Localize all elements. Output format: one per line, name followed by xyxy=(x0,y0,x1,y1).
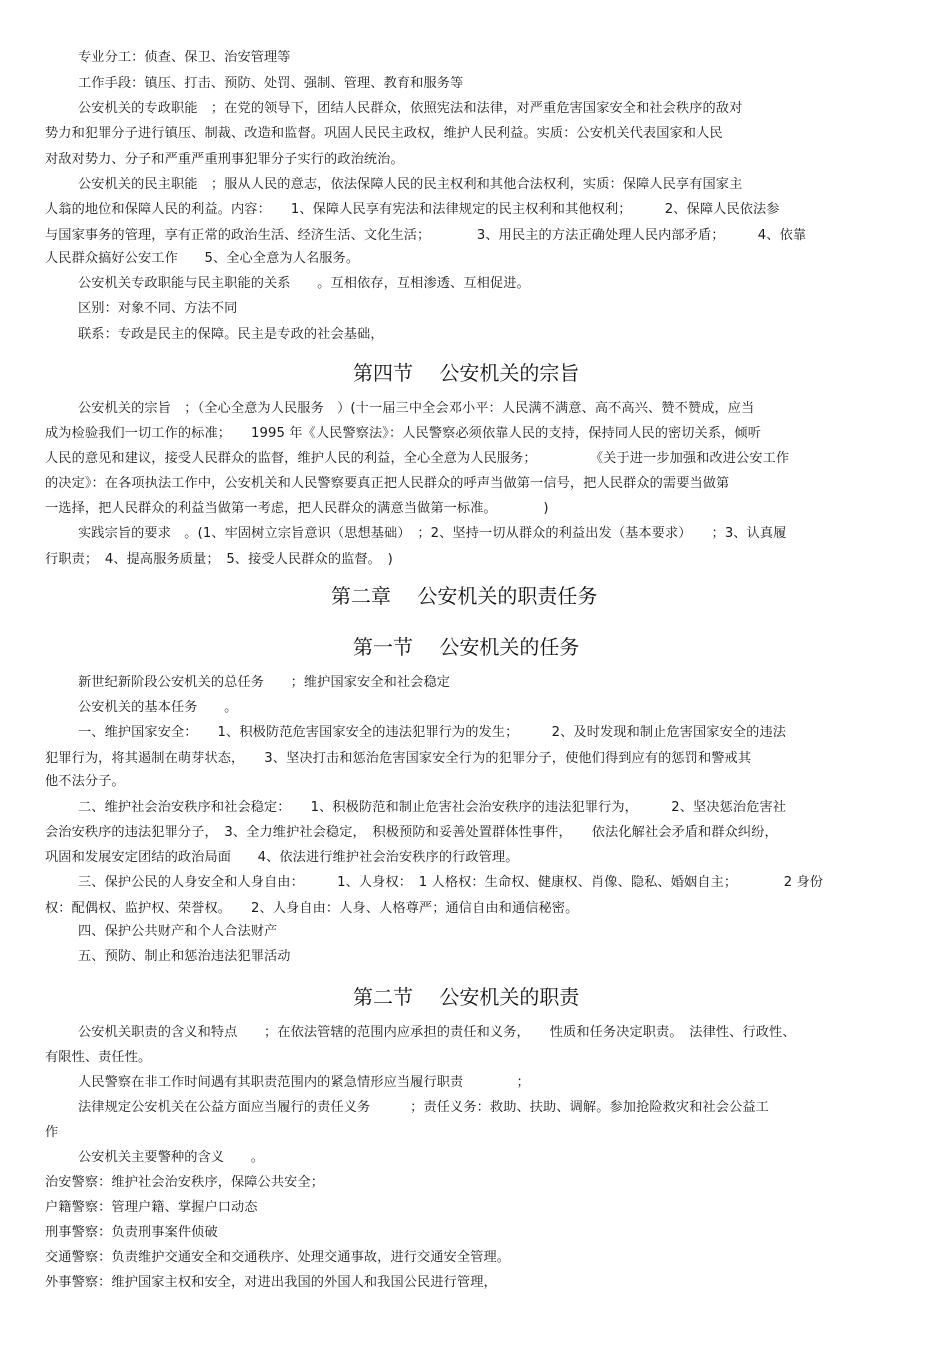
text-line: 户籍警察：管理户籍、掌握户口动态 xyxy=(45,1200,258,1215)
text-line: 公安机关职责的含义和特点 ；在依法管辖的范围内应承担的责任和义务， 性质和任务决定职责。 法律性、行政性、 xyxy=(78,1025,796,1040)
text-line: 交通警察：负责维护交通安全和交通秩序、处理交通事故，进行交通安全管理。 xyxy=(45,1250,511,1265)
text-line: 势力和犯罪分子进行镇压、制裁、改造和监督。巩固人民民主政权，维护人民利益。实质：公安机关代表国家和人民 xyxy=(45,126,723,141)
text-line: 巩固和发展安定团结的政治局面 4、依法进行维护社会治安秩序的行政管理。 xyxy=(45,850,519,865)
text-line: 人民的意见和建议，接受人民群众的监督，维护人民的利益，全心全意为人民服务； 《关于进一步加强和改进公安工作 xyxy=(45,451,790,466)
text-line: 新世纪新阶段公安机关的总任务 ；维护国家安全和社会稳定 xyxy=(78,675,451,690)
text-line: 一、维护国家安全： 1、积极防范危害国家安全的违法犯罪行为的发生； 2、及时发现和制止危害国家安全的违法 xyxy=(78,725,787,740)
text-line: 刑事警察：负责刑事案件侦破 xyxy=(45,1225,218,1240)
section-heading: 第一节 公安机关的任务 xyxy=(353,635,580,659)
text-line: 与国家事务的管理，享有正常的政治生活、经济生活、文化生活； 3、用民主的方法正确处理人民内部矛盾； 4、依靠 xyxy=(45,228,807,243)
text-line: 犯罪行为，将其遏制在萌芽状态， 3、坚决打击和惩治危害国家安全行为的犯罪分子，使他们得到应有的惩罚和警戒其 xyxy=(45,751,752,766)
text-line: 对敌对势力、分子和严重严重刑事犯罪分子实行的政治统治。 xyxy=(45,152,404,167)
text-line: 法律规定公安机关在公益方面应当履行的责任义务 ；责任义务：救助、扶助、调解。参加抢险救灾和社会公益工 xyxy=(78,1100,769,1115)
text-line: 治安警察：维护社会治安秩序，保障公共安全； xyxy=(45,1175,325,1190)
text-line: 他不法分子。 xyxy=(45,774,125,789)
text-line: 实践宗旨的要求 。(1、牢固树立宗旨意识（思想基础） ；2、坚持一切从群众的利益出发（基本要求） ；3、认真履 xyxy=(78,526,787,541)
text-line: 成为检验我们一切工作的标准； 1995 年《人民警察法》：人民警察必须依靠人民的支持，保持同人民的密切关系，倾听 xyxy=(45,426,761,441)
text-line: 公安机关的民主职能 ；服从人民的意志，依法保障人民的民主权利和其他合法权利，实质：保障人民享有国家主 xyxy=(78,177,743,192)
text-line: 公安机关专政职能与民主职能的关系 。互相依存，互相渗透、互相促进。 xyxy=(78,276,530,291)
text-line: 联系：专政是民主的保障。民主是专政的社会基础， xyxy=(78,327,384,342)
text-line: 四、保护公共财产和个人合法财产 xyxy=(78,924,278,939)
text-line: 专业分工：侦查、保卫、治安管理等 xyxy=(78,50,291,65)
text-line: 人民警察在非工作时间遇有其职责范围内的紧急情形应当履行职责 ； xyxy=(78,1075,530,1090)
text-line: 会治安秩序的违法犯罪分子， 3、全力维护社会稳定， 积极预防和妥善处置群体性事件， 依法化解社会矛盾和群众纠纷， xyxy=(45,825,778,840)
section-heading: 第二节 公安机关的职责 xyxy=(353,985,580,1009)
text-line: 区别：对象不同、方法不同 xyxy=(78,301,238,316)
text-line: 公安机关的宗旨 ；（全心全意为人民服务 ）(十一届三中全会邓小平：人民满不满意、高不高兴、赞不赞成，应当 xyxy=(78,401,755,416)
text-line: 外事警察：维护国家主权和安全，对进出我国的外国人和我国公民进行管理， xyxy=(45,1275,497,1290)
text-line: 五、预防、制止和惩治违法犯罪活动 xyxy=(78,949,291,964)
text-line: 行职责； 4、提高服务质量； 5、接受人民群众的监督。 ) xyxy=(45,552,393,567)
text-line: 公安机关的专政职能 ；在党的领导下，团结人民群众，依照宪法和法律，对严重危害国家安全和社会秩序的敌对 xyxy=(78,101,743,116)
text-line: 二、维护社会治安秩序和社会稳定： 1、积极防范和制止危害社会治安秩序的违法犯罪行为， 2、坚决惩治危害社 xyxy=(78,800,787,815)
section-heading: 第四节 公安机关的宗旨 xyxy=(353,361,580,385)
text-line: 的决定》：在各项执法工作中，公安机关和人民警察要真正把人民群众的呼声当做第一信号，把人民群众的需要当做第 xyxy=(45,476,730,491)
text-line: 人翁的地位和保障人民的利益。内容： 1、保障人民享有宪法和法律规定的民主权利和其他权利； 2、保障人民依法参 xyxy=(45,202,780,217)
text-line: 权：配偶权、监护权、荣誉权。 2、人身自由：人身、人格尊严；通信自由和通信秘密。 xyxy=(45,901,579,916)
text-line: 一选择，把人民群众的利益当做第一考虑，把人民群众的满意当做第一标准。 ) xyxy=(45,501,549,516)
chapter-heading: 第二章 公安机关的职责任务 xyxy=(331,584,598,608)
text-line: 作 xyxy=(45,1125,59,1140)
text-line: 三、保护公民的人身安全和人身自由： 1、人身权： 1 人格权：生命权、健康权、肖像、隐私、婚姻自主； 2 身份 xyxy=(78,875,824,890)
text-line: 人民群众搞好公安工作 5、全心全意为人名服务。 xyxy=(45,251,360,266)
text-line: 有限性、责任性。 xyxy=(45,1050,152,1065)
text-line: 公安机关主要警种的含义 。 xyxy=(78,1150,265,1165)
text-line: 工作手段：镇压、打击、预防、处罚、强制、管理、教育和服务等 xyxy=(78,76,464,91)
text-line: 公安机关的基本任务 。 xyxy=(78,700,238,715)
